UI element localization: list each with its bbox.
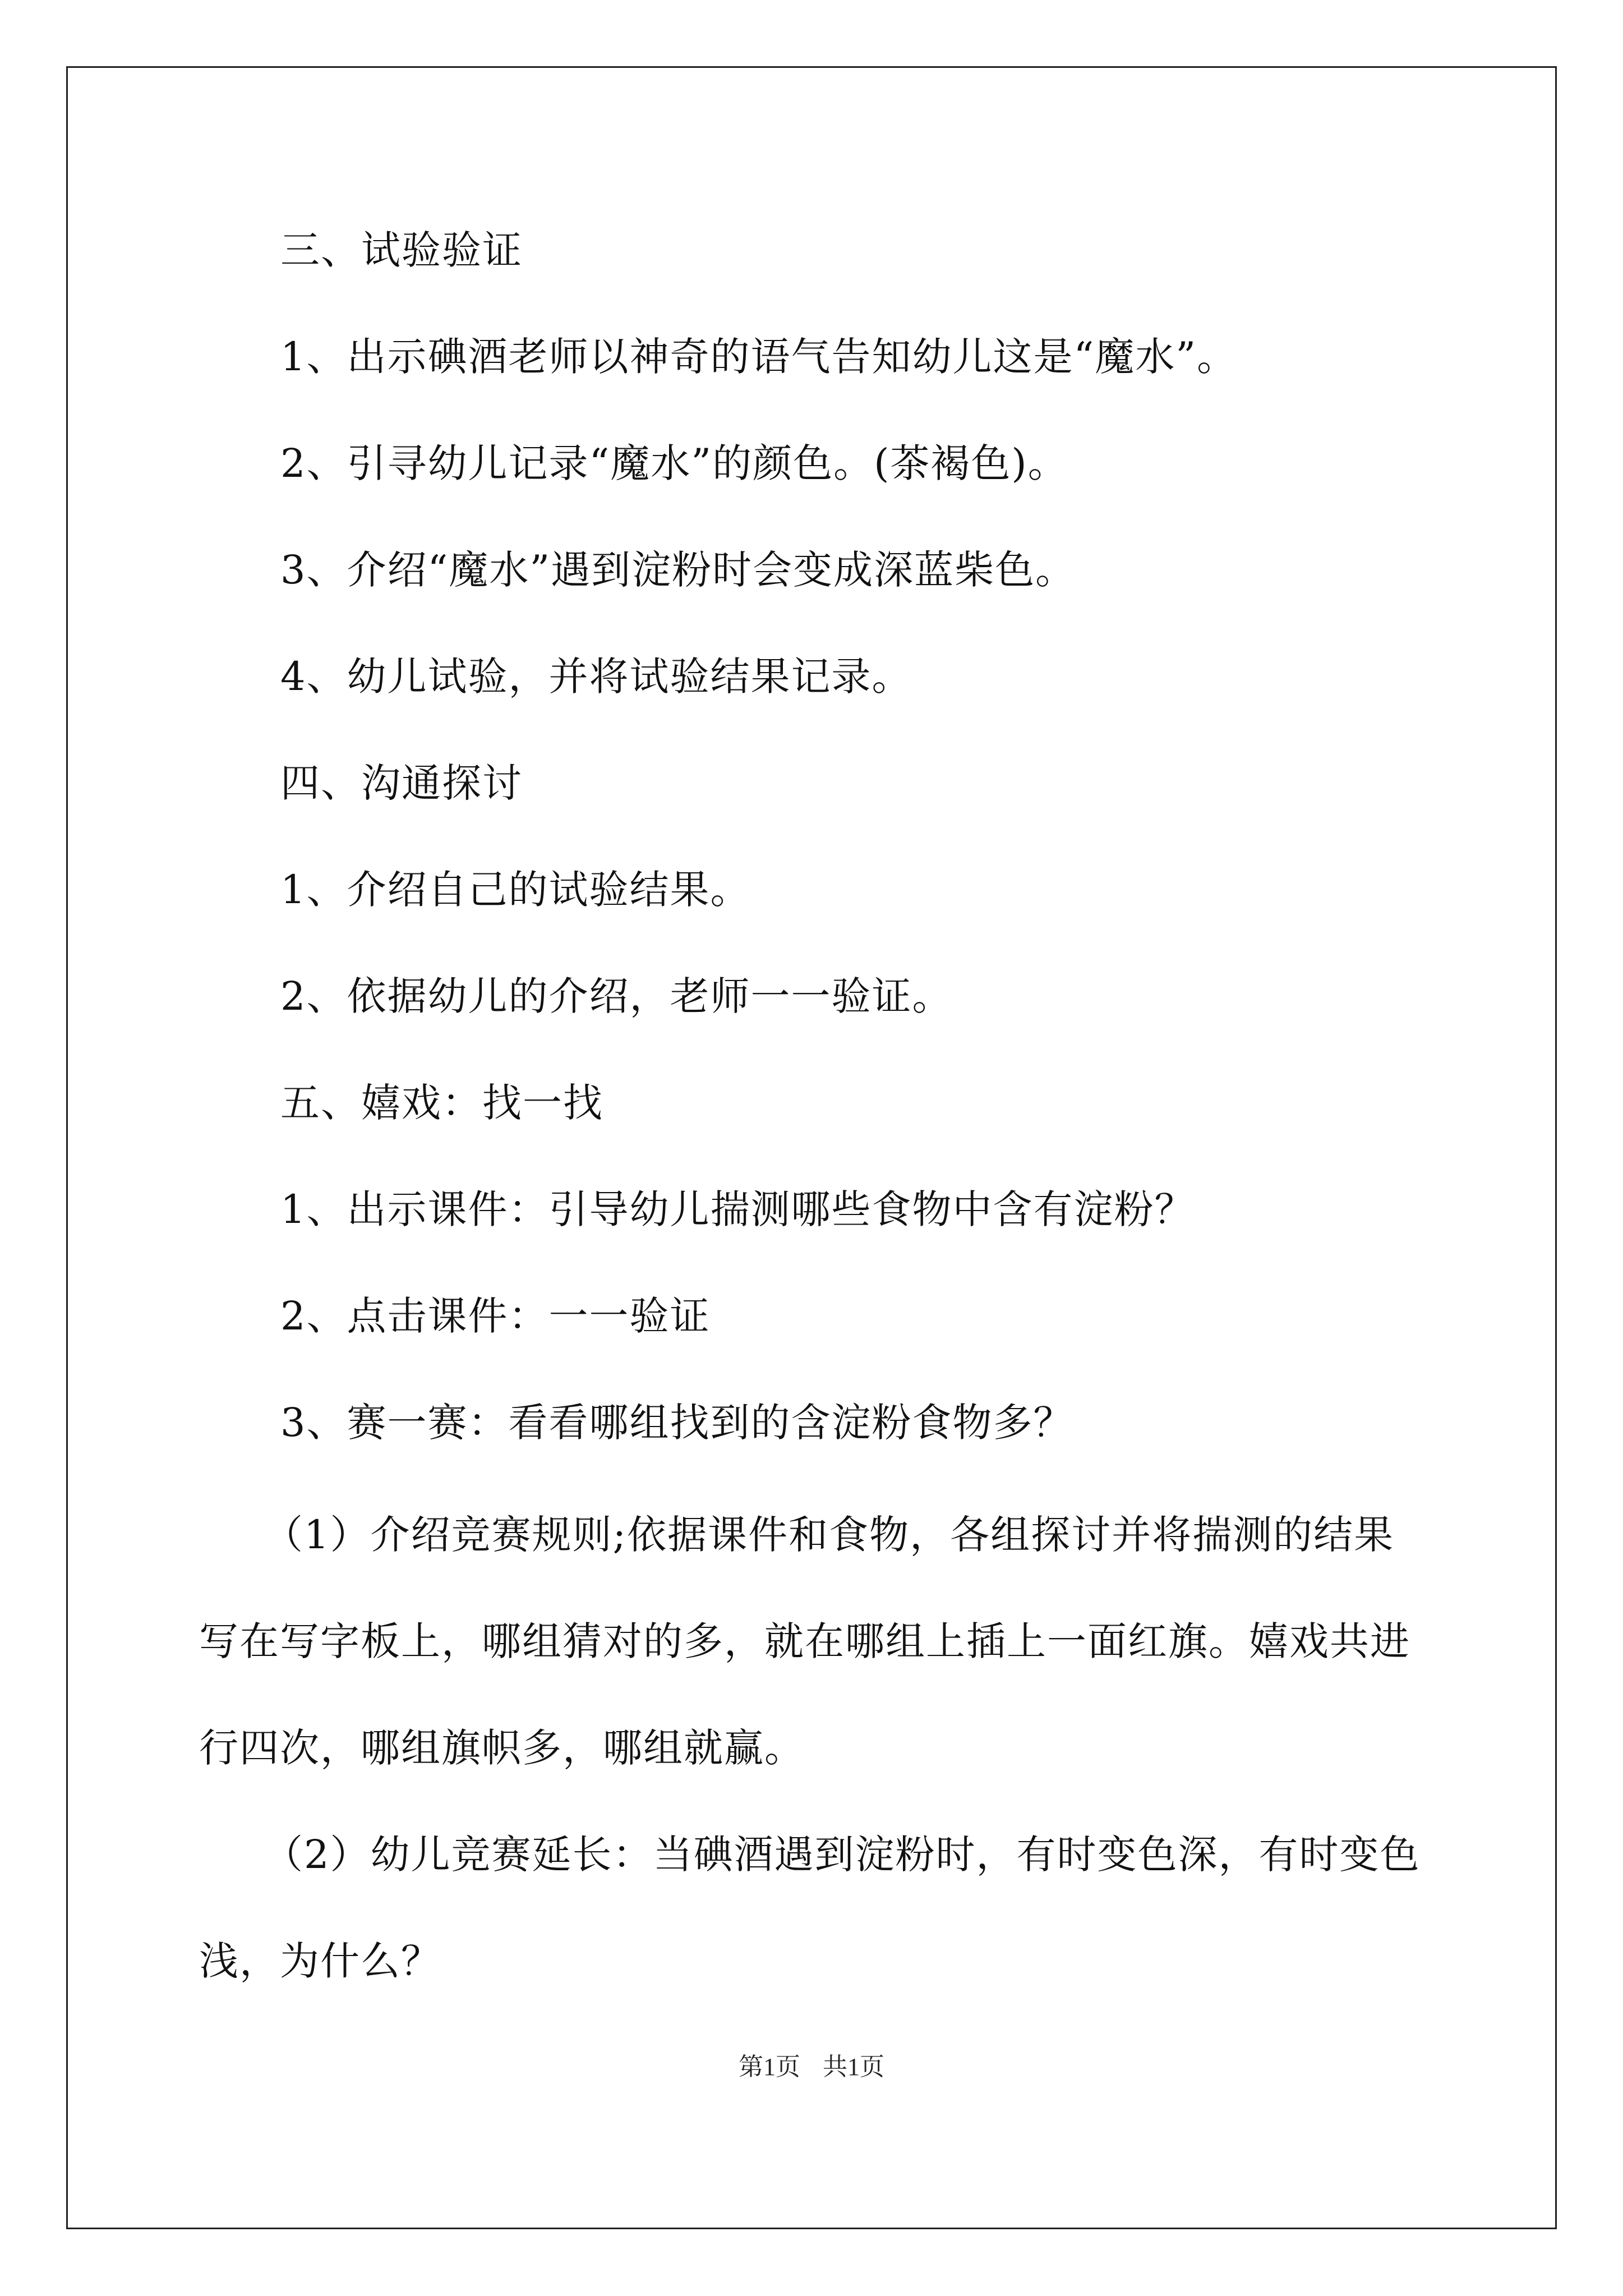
page-border: [66, 66, 1557, 2229]
paragraph-line: （2）幼儿竞赛延长：当碘酒遇到淀粉时，有时变色深，有时变色: [264, 1832, 1421, 1878]
list-item: 1、出示碘酒老师以神奇的语气告知幼儿这是“魔水”。: [280, 334, 1238, 380]
list-item: 2、依据幼儿的介绍，老师一一验证。: [280, 973, 953, 1019]
page-number: 第1页: [739, 2053, 800, 2081]
page-footer: [0, 2050, 1623, 2084]
section-heading-4: 四、沟通探讨: [280, 760, 523, 806]
paragraph-line: 行四次，哪组旗帜多，哪组就赢。: [199, 1725, 805, 1771]
list-item: 4、幼儿试验，并将试验结果记录。: [280, 654, 912, 700]
page-total: 共1页: [823, 2053, 884, 2081]
paragraph-line: 浅，为什么？: [199, 1938, 441, 1984]
paragraph-line: 写在写字板上，哪组猜对的多，就在哪组上插上一面红旗。嬉戏共进: [199, 1618, 1410, 1664]
section-heading-3: 三、试验验证: [280, 227, 523, 273]
paragraph-line: （1）介绍竞赛规则;依据课件和食物，各组探讨并将揣测的结果: [264, 1512, 1395, 1558]
list-item: 3、赛一赛：看看哪组找到的含淀粉食物多？: [280, 1400, 1074, 1446]
section-heading-5: 五、嬉戏：找一找: [280, 1080, 603, 1126]
list-item: 1、出示课件：引导幼儿揣测哪些食物中含有淀粉？: [280, 1186, 1195, 1232]
list-item: 2、引寻幼儿记录“魔水”的颜色。(茶褐色)。: [280, 440, 1068, 486]
list-item: 1、介绍自己的试验结果。: [280, 867, 751, 913]
list-item: 2、点击课件：一一验证: [280, 1293, 711, 1339]
list-item: 3、介绍“魔水”遇到淀粉时会变成深蓝柴色。: [280, 547, 1076, 593]
